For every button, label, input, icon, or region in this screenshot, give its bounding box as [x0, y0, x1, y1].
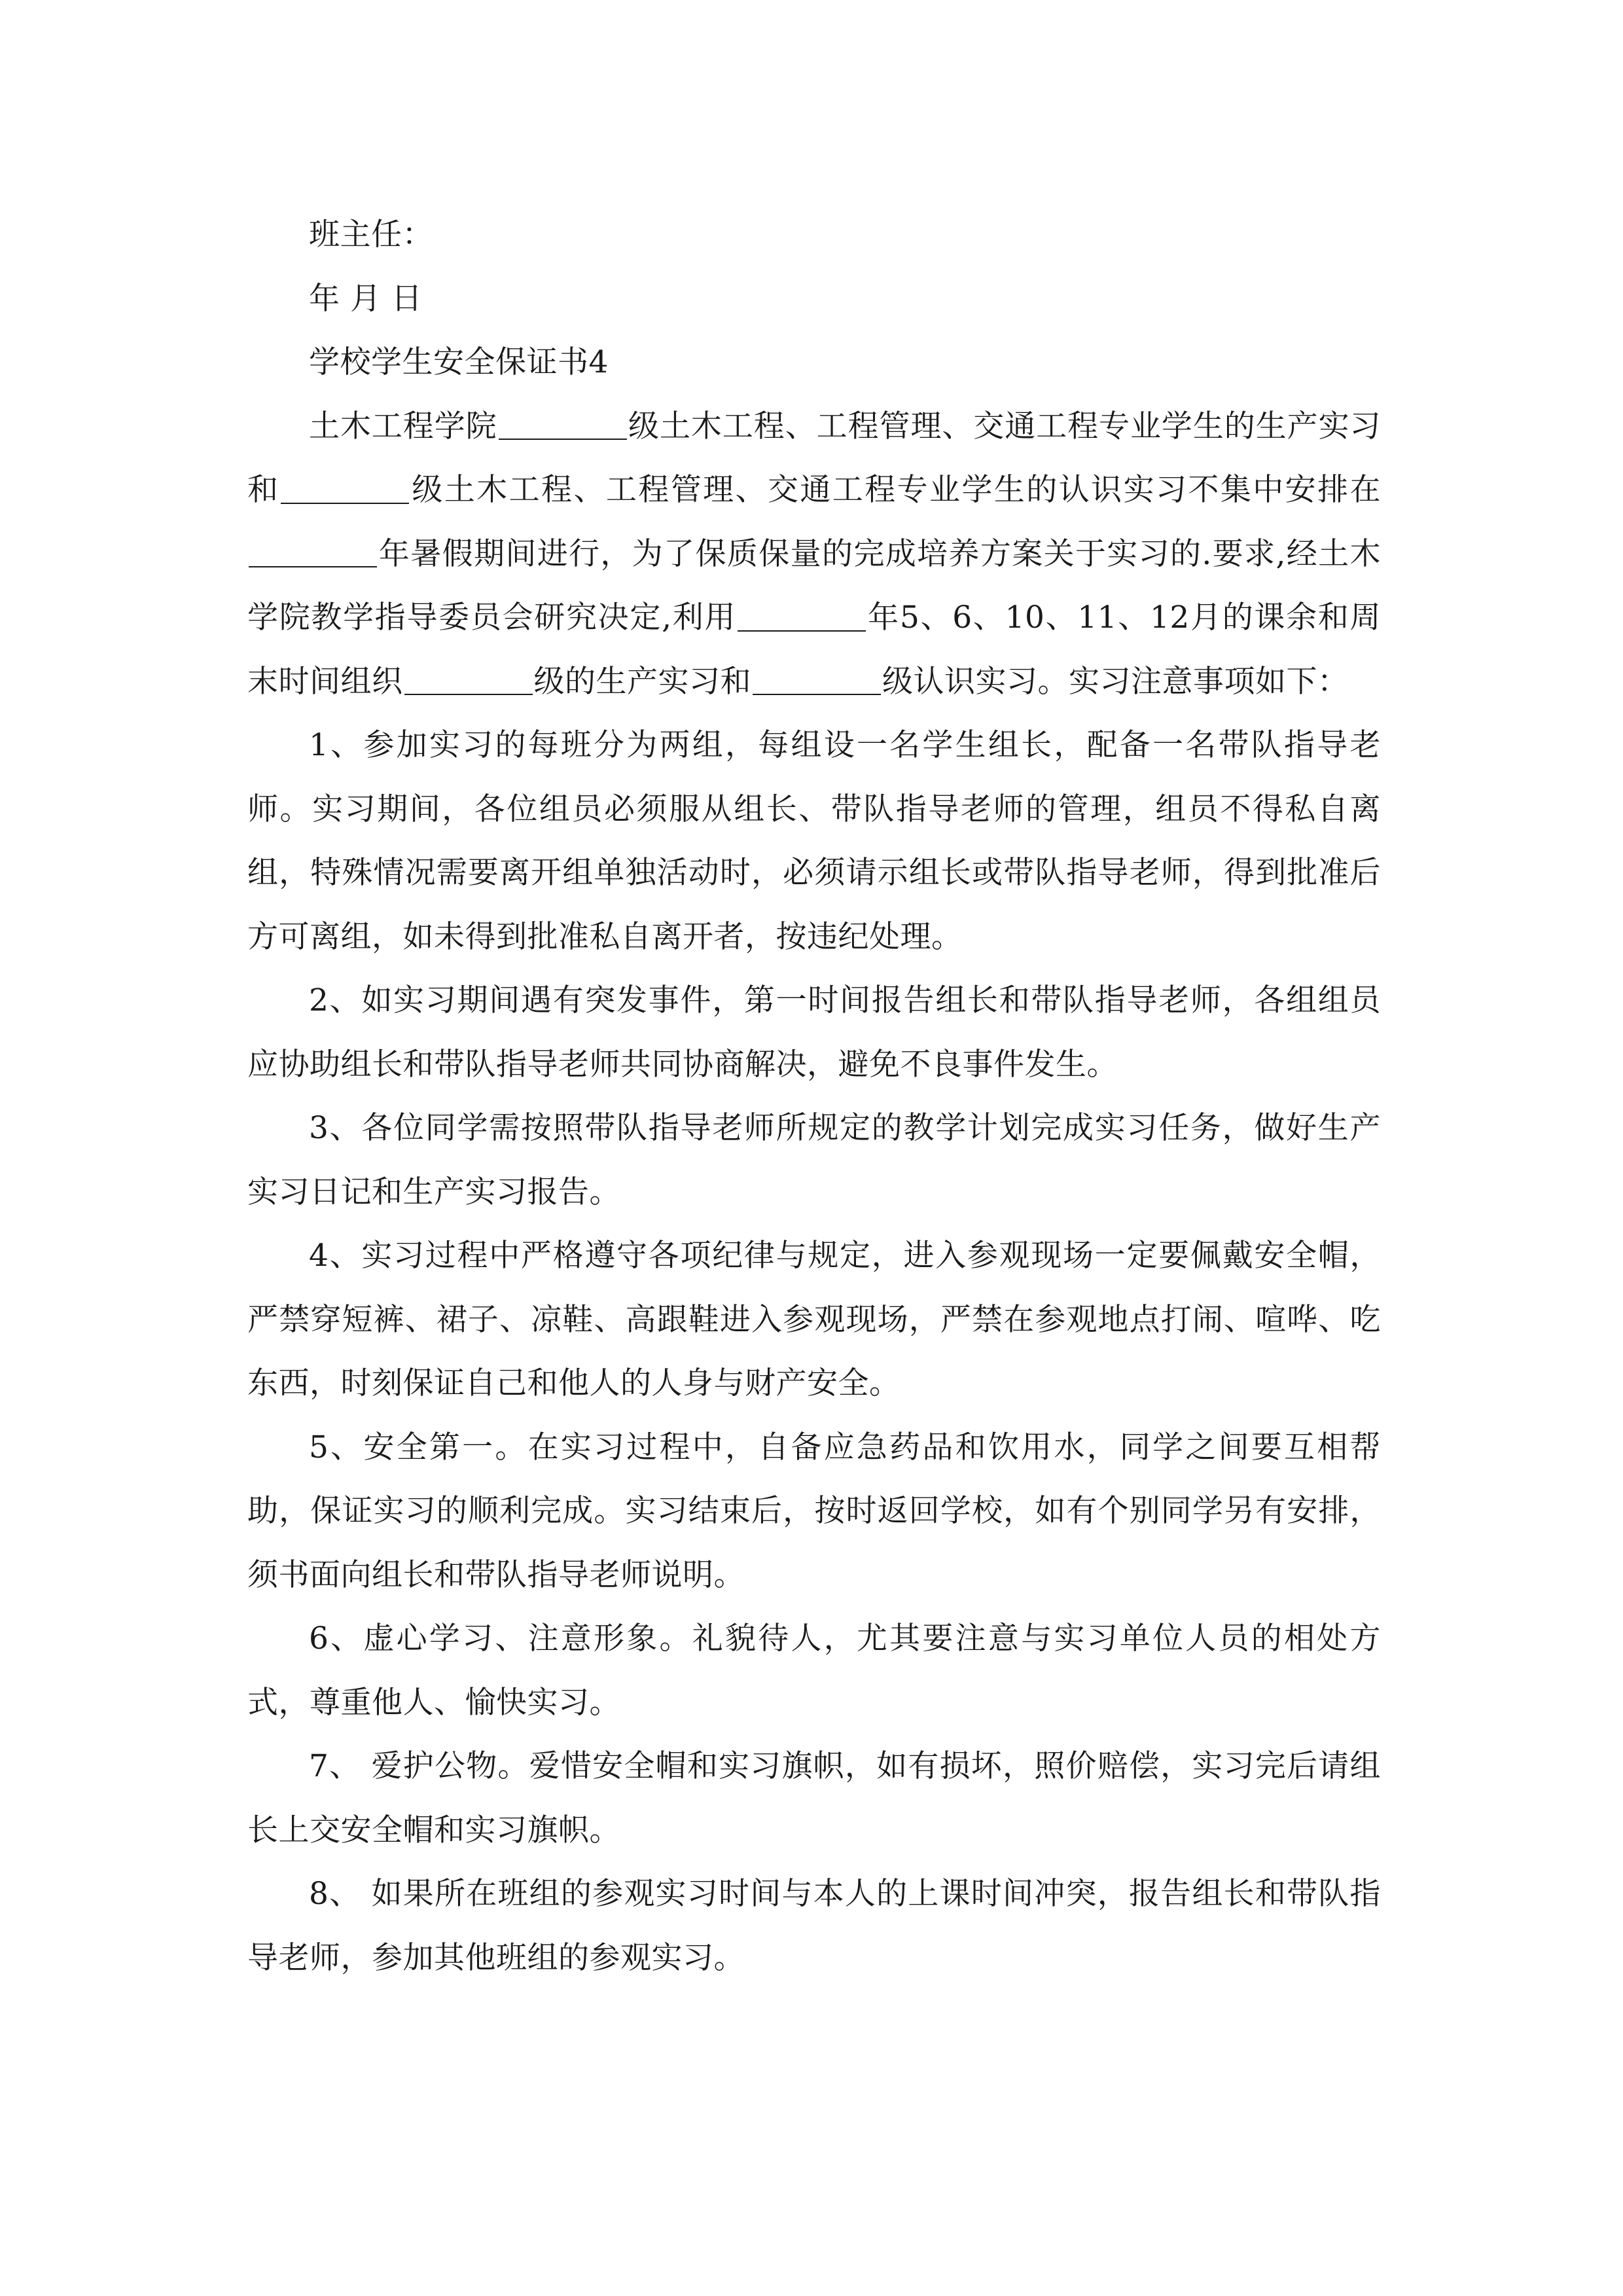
intro-text-4: 年暑假期间进行，为了保质保量的完成培养方案关于实习的.要求,经土木学院教学指导委员会研究决定,利用 [247, 535, 1381, 636]
intro-text-3: 级土木工程、工程管理、交通工程专业学生的认识实习不集中安排在 [410, 472, 1382, 508]
rule-item-7: 7、 爱护公物。爱惜安全帽和实习旗帜，如有损坏，照价赔偿，实习完后请组长上交安全帽和实习旗帜。 [247, 1748, 1381, 1848]
fill-in-blank[interactable] [281, 472, 409, 504]
intro-text-7: 级认识实习。实习注意事项如下： [882, 663, 1349, 700]
fill-in-blank[interactable] [499, 408, 627, 440]
intro-paragraph [247, 395, 1381, 714]
rule-item-4: 4、实习过程中严格遵守各项纪律与规定，进入参观现场一定要佩戴安全帽，严禁穿短裤、裙子、凉鞋、高跟鞋进入参观现场，严禁在参观地点打闹、喧哗、吃东西，时刻保证自己和他人的人身与财产安全。 [247, 1238, 1381, 1401]
document-body [247, 203, 1381, 1990]
intro-text-5: 年5、6、10、11、12月的课余和周末时间组织 [247, 600, 1381, 700]
rule-item-3: 3、各位同学需按照带队指导老师所规定的教学计划完成实习任务，做好生产实习日记和生产实习报告。 [247, 1110, 1381, 1210]
fill-in-blank[interactable] [404, 663, 533, 695]
rule-item-6: 6、虚心学习、注意形象。礼貌待人，尤其要注意与实习单位人员的相处方式，尊重他人、愉快实习。 [247, 1621, 1381, 1721]
teacher-signature-label: 班主任： [309, 217, 433, 253]
fill-in-blank[interactable] [753, 663, 881, 695]
fill-in-blank[interactable] [738, 600, 866, 632]
fill-in-blank[interactable] [249, 535, 377, 567]
document-title: 学校学生安全保证书4 [309, 344, 609, 380]
intro-text-6: 级的生产实习和 [533, 663, 751, 700]
date-line: 年 月 日 [309, 280, 423, 317]
intro-text-1: 土木工程学院 [309, 408, 497, 444]
rule-item-5: 5、安全第一。在实习过程中，自备应急药品和饮用水，同学之间要互相帮助，保证实习的顺利完成。实习结束后，按时返回学校，如有个别同学另有安排，须书面向组长和带队指导老师说明。 [247, 1429, 1381, 1593]
intro-text-2: 级土木工程、工程管理、交通工程专业学生的生产实习和 [247, 408, 1382, 508]
rule-item-1: 1、参加实习的每班分为两组，每组设一名学生组长，配备一名带队指导老师。实习期间，各位组员必须服从组长、带队指导老师的管理，组员不得私自离组，特殊情况需要离开组单独活动时，必须请示组长或带队指导老师，得到批准后方可离组，如未得到批准私自离开者，按违纪处理。 [247, 727, 1381, 955]
rule-item-2: 2、如实习期间遇有突发事件，第一时间报告组长和带队指导老师，各组组员应协助组长和带队指导老师共同协商解决，避免不良事件发生。 [247, 982, 1381, 1083]
rule-item-8: 8、 如果所在班组的参观实习时间与本人的上课时间冲突，报告组长和带队指导老师，参加其他班组的参观实习。 [247, 1876, 1381, 1976]
